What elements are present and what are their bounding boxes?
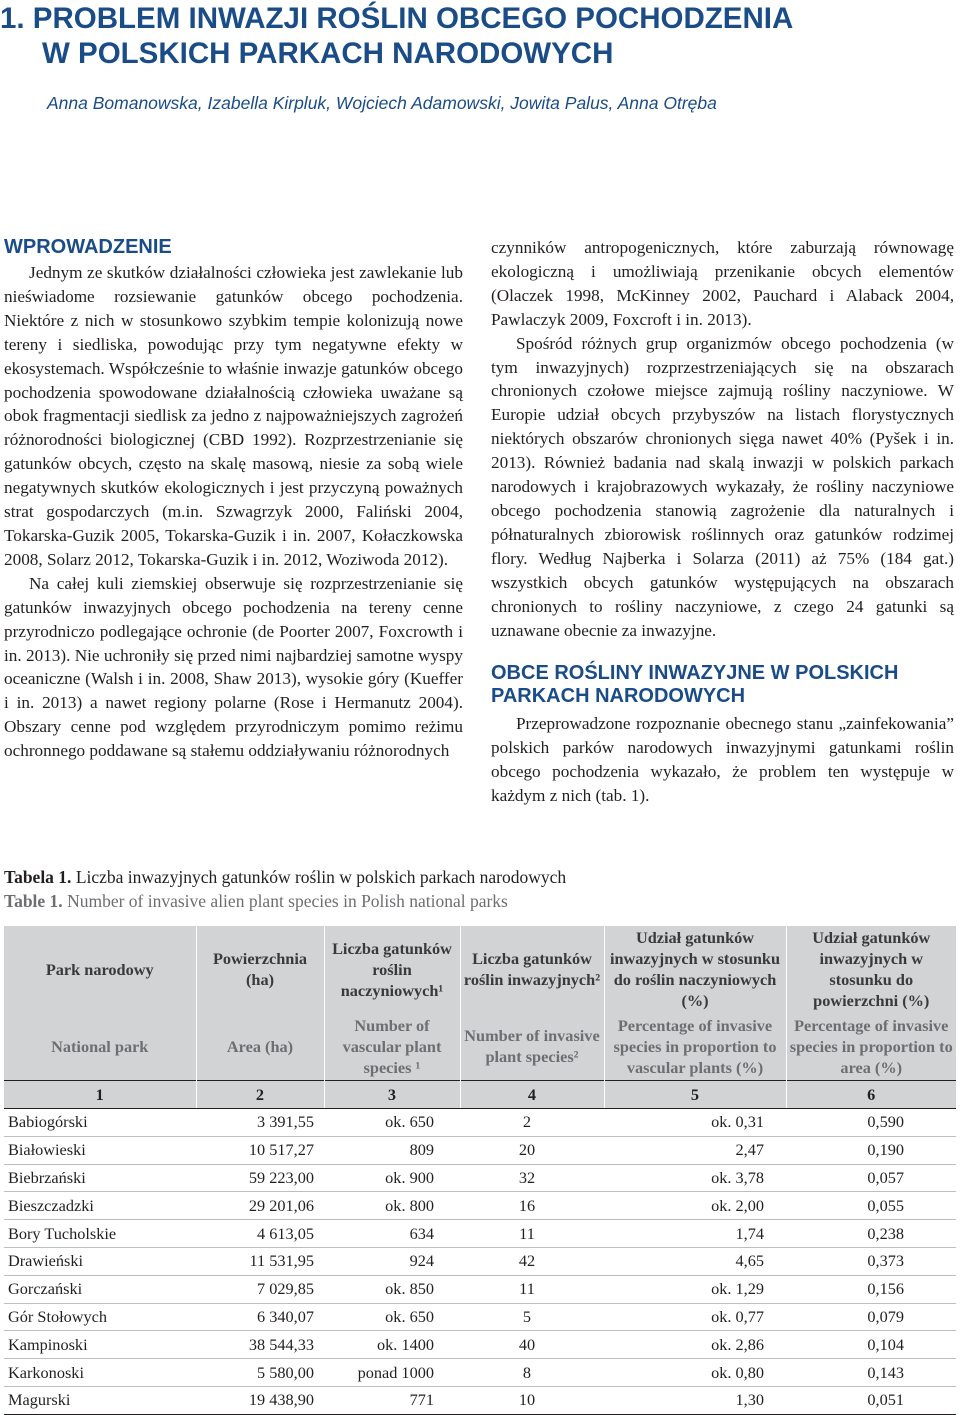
- column-header: Percentage of invasive species in proportion to vascular plants (%): [604, 1012, 786, 1081]
- vascular-species-cell: 771: [324, 1386, 460, 1414]
- table-row: [4, 1386, 956, 1414]
- body-paragraph: Przeprowadzone rozpoznanie obecnego stanu „zainfekowania” polskich parków narodowych inwazyjnymi gatunkami roślin obcego pochodzenia wykazało, że problem ten występuje w każdym z nich (tab. 1).: [491, 714, 954, 806]
- percent-vascular-cell: ok. 1,29: [604, 1275, 786, 1303]
- left-text-column: [4, 236, 463, 763]
- column-number: 3: [324, 1081, 460, 1109]
- percent-area-cell: 0,104: [786, 1331, 956, 1359]
- vascular-species-cell: ok. 900: [324, 1164, 460, 1192]
- body-paragraph: Jednym ze skutków działalności człowieka jest zawlekanie lub nieświadome rozsiewanie gatunków obcego pochodzenia. Niektóre z nich w stosunkowo szybkim tempie kolonizują nowe tereny i siedliska, powodując przy tym negatywne efekty w ekosystemach. Współcześnie to właśnie inwazje gatunków obcego pochodzenia spowodowane działalnością człowieka uważane są obok fragmentacji siedlisk za jedno z najpoważniejszych zagrożeń różnorodności biologicznej (CBD 1992). Rozprzestrzenianie się gatunków obcych, często na skalę masową, niesie za sobą wiele negatywnych skutków ekologicznych i jest przyczyną poważnych strat gospodarczych (m.in. Szwagrzyk 2000, Faliński 2004, Tokarska-Guzik 2005, Tokarska-Guzik i in. 2007, Kołaczkowska 2008, Solarz 2012, Tokarska-Guzik i in. 2012, Woziwoda 2012).: [4, 263, 463, 569]
- park-name-cell: Magurski: [4, 1386, 196, 1414]
- table-caption-en-text: Number of invasive alien plant species in Polish national parks: [62, 891, 508, 911]
- author-list: Anna Bomanowska, Izabella Kirpluk, Wojciech Adamowski, Jowita Palus, Anna Otręba: [47, 93, 717, 113]
- vascular-species-cell: ponad 1000: [324, 1359, 460, 1387]
- percent-area-cell: 0,238: [786, 1220, 956, 1248]
- invasive-species-cell: 10: [460, 1386, 604, 1414]
- table-body: [4, 1109, 956, 1415]
- park-name-cell: Białowieski: [4, 1136, 196, 1164]
- percent-area-cell: 0,057: [786, 1164, 956, 1192]
- percent-vascular-cell: ok. 0,77: [604, 1303, 786, 1331]
- column-number: 2: [196, 1081, 324, 1109]
- column-header: Liczba gatunków roślin inwazyjnych²: [460, 926, 604, 1012]
- percent-area-cell: 0,051: [786, 1386, 956, 1414]
- area-cell: 11 531,95: [196, 1247, 324, 1275]
- column-header: Percentage of invasive species in proportion to area (%): [786, 1012, 956, 1081]
- percent-area-cell: 0,190: [786, 1136, 956, 1164]
- column-header: Number of vascular plant species ¹: [324, 1012, 460, 1081]
- area-cell: 7 029,85: [196, 1275, 324, 1303]
- invasive-species-cell: 11: [460, 1220, 604, 1248]
- column-number: 1: [4, 1081, 196, 1109]
- area-cell: 19 438,90: [196, 1386, 324, 1414]
- invasive-species-cell: 16: [460, 1192, 604, 1220]
- area-cell: 38 544,33: [196, 1331, 324, 1359]
- park-name-cell: Drawieński: [4, 1247, 196, 1275]
- header-row-polish: [4, 926, 956, 1012]
- table-row: [4, 1331, 956, 1359]
- park-name-cell: Bory Tucholskie: [4, 1220, 196, 1248]
- header-row-column-numbers: [4, 1081, 956, 1109]
- percent-area-cell: 0,373: [786, 1247, 956, 1275]
- invasive-species-cell: 40: [460, 1331, 604, 1359]
- area-cell: 5 580,00: [196, 1359, 324, 1387]
- right-text-column: [491, 236, 954, 808]
- table-caption-pl-text: Liczba inwazyjnych gatunków roślin w polskich parkach narodowych: [71, 867, 567, 887]
- vascular-species-cell: ok. 850: [324, 1275, 460, 1303]
- column-header: National park: [4, 1012, 196, 1081]
- vascular-species-cell: ok. 1400: [324, 1331, 460, 1359]
- table-row: [4, 1192, 956, 1220]
- vascular-species-cell: 924: [324, 1247, 460, 1275]
- column-header: Park narodowy: [4, 926, 196, 1012]
- area-cell: 6 340,07: [196, 1303, 324, 1331]
- section-heading-introduction: WPROWADZENIE: [4, 236, 172, 258]
- column-number: 4: [460, 1081, 604, 1109]
- percent-vascular-cell: 2,47: [604, 1136, 786, 1164]
- percent-vascular-cell: ok. 2,86: [604, 1331, 786, 1359]
- park-name-cell: Biebrzański: [4, 1164, 196, 1192]
- table-label-pl: Tabela 1.: [4, 867, 72, 887]
- column-number: 6: [786, 1081, 956, 1109]
- vascular-species-cell: ok. 650: [324, 1109, 460, 1137]
- vascular-species-cell: ok. 800: [324, 1192, 460, 1220]
- invasive-species-cell: 2: [460, 1109, 604, 1137]
- percent-area-cell: 0,055: [786, 1192, 956, 1220]
- percent-vascular-cell: 1,30: [604, 1386, 786, 1414]
- column-header: Powierzchnia (ha): [196, 926, 324, 1012]
- invasive-species-cell: 11: [460, 1275, 604, 1303]
- percent-area-cell: 0,590: [786, 1109, 956, 1137]
- percent-vascular-cell: 1,74: [604, 1220, 786, 1248]
- column-header: Udział gatunków inwazyjnych w stosunku do roślin naczyniowych (%): [604, 926, 786, 1012]
- table-row: [4, 1275, 956, 1303]
- chapter-title-line-2: W POLSKICH PARKACH NARODOWYCH: [42, 37, 614, 70]
- invasive-species-cell: 32: [460, 1164, 604, 1192]
- invasive-species-cell: 20: [460, 1136, 604, 1164]
- park-name-cell: Karkonoski: [4, 1359, 196, 1387]
- chapter-title-line-1: 1. PROBLEM INWAZJI ROŚLIN OBCEGO POCHODZENIA: [0, 2, 794, 35]
- area-cell: 3 391,55: [196, 1109, 324, 1137]
- table-label-en: Table 1.: [4, 891, 63, 911]
- percent-vascular-cell: 4,65: [604, 1247, 786, 1275]
- percent-area-cell: 0,143: [786, 1359, 956, 1387]
- percent-area-cell: 0,079: [786, 1303, 956, 1331]
- column-header: Number of invasive plant species²: [460, 1012, 604, 1081]
- section-heading-invasive-plants: OBCE ROŚLINY INWAZYJNE W POLSKICH PARKACH NARODOWYCH: [491, 662, 899, 708]
- area-cell: 59 223,00: [196, 1164, 324, 1192]
- table-caption: [4, 865, 904, 913]
- park-name-cell: Babiogórski: [4, 1109, 196, 1137]
- percent-vascular-cell: ok. 2,00: [604, 1192, 786, 1220]
- invasive-species-cell: 5: [460, 1303, 604, 1331]
- body-paragraph: Na całej kuli ziemskiej obserwuje się rozprzestrzenianie się gatunków inwazyjnych obcego pochodzenia na tereny cenne przyrodniczo podlegające ochronie (de Poorter 2007, Foxcrowth i in. 2013). Nie uchroniły się przed nimi najbardziej samotne wyspy oceaniczne (Walsh i in. 2008, Shaw 2013), wysokie góry (Kueffer i in. 2013) a nawet regiony polarne (Rose i Hermanutz 2004). Obszary cenne pod względem przyrodniczym pomimo reżimu ochronnego poddawane są stałemu oddziaływaniu różnorodnych: [4, 573, 463, 761]
- percent-vascular-cell: ok. 0,80: [604, 1359, 786, 1387]
- table-row: [4, 1164, 956, 1192]
- table-caption-en: [4, 889, 904, 913]
- column-header: Liczba gatunków roślin naczyniowych¹: [324, 926, 460, 1012]
- vascular-species-cell: 634: [324, 1220, 460, 1248]
- table-row: [4, 1136, 956, 1164]
- vascular-species-cell: ok. 650: [324, 1303, 460, 1331]
- invasive-species-cell: 42: [460, 1247, 604, 1275]
- table-row: [4, 1220, 956, 1248]
- percent-vascular-cell: ok. 3,78: [604, 1164, 786, 1192]
- table-row: [4, 1303, 956, 1331]
- column-header: Udział gatunków inwazyjnych w stosunku do powierzchni (%): [786, 926, 956, 1012]
- area-cell: 29 201,06: [196, 1192, 324, 1220]
- vascular-species-cell: 809: [324, 1136, 460, 1164]
- area-cell: 4 613,05: [196, 1220, 324, 1248]
- table-row: [4, 1247, 956, 1275]
- percent-vascular-cell: ok. 0,31: [604, 1109, 786, 1137]
- park-name-cell: Bieszczadzki: [4, 1192, 196, 1220]
- park-name-cell: Gorczański: [4, 1275, 196, 1303]
- column-number: 5: [604, 1081, 786, 1109]
- column-header: Area (ha): [196, 1012, 324, 1081]
- table-caption-pl: [4, 865, 904, 889]
- invasive-species-cell: 8: [460, 1359, 604, 1387]
- header-row-english: [4, 1012, 956, 1081]
- body-paragraph: Spośród różnych grup organizmów obcego pochodzenia (w tym inwazyjnych) rozprzestrzeniających się na obszarach chronionych czołowe miejsce zajmują rośliny naczyniowe. W Europie udział obcych przybyszów na listach florystycznych niektórych obszarów chronionych sięga nawet 40% (Pyšek i in. 2013). Również badania nad skalą inwazji w polskich parkach narodowych i krajobrazowych wykazały, że rośliny naczyniowe obcego pochodzenia stanowią zagrożenie dla naturalnych i półnaturalnych zbiorowisk roślinnych oraz gatunków rodzimej flory. Według Najberka i Solarza (2011) aż 75% (184 gat.) wszystkich obcych gatunków występujących na obszarach chronionych to rośliny naczyniowe, z czego 24 gatunki są uznawane obecnie za inwazyjne.: [491, 333, 954, 640]
- park-name-cell: Kampinoski: [4, 1331, 196, 1359]
- invasive-species-table: [4, 926, 956, 1415]
- park-name-cell: Gór Stołowych: [4, 1303, 196, 1331]
- percent-area-cell: 0,156: [786, 1275, 956, 1303]
- table-row: [4, 1359, 956, 1387]
- table-row: [4, 1109, 956, 1137]
- area-cell: 10 517,27: [196, 1136, 324, 1164]
- body-paragraph: czynników antropogenicznych, które zaburzają równowagę ekologiczną i umożliwiają przenikanie obcych elementów (Olaczek 1998, McKinney 2002, Pauchard i Alaback 2004, Pawlaczyk 2009, Foxcroft i in. 2013).: [491, 238, 954, 329]
